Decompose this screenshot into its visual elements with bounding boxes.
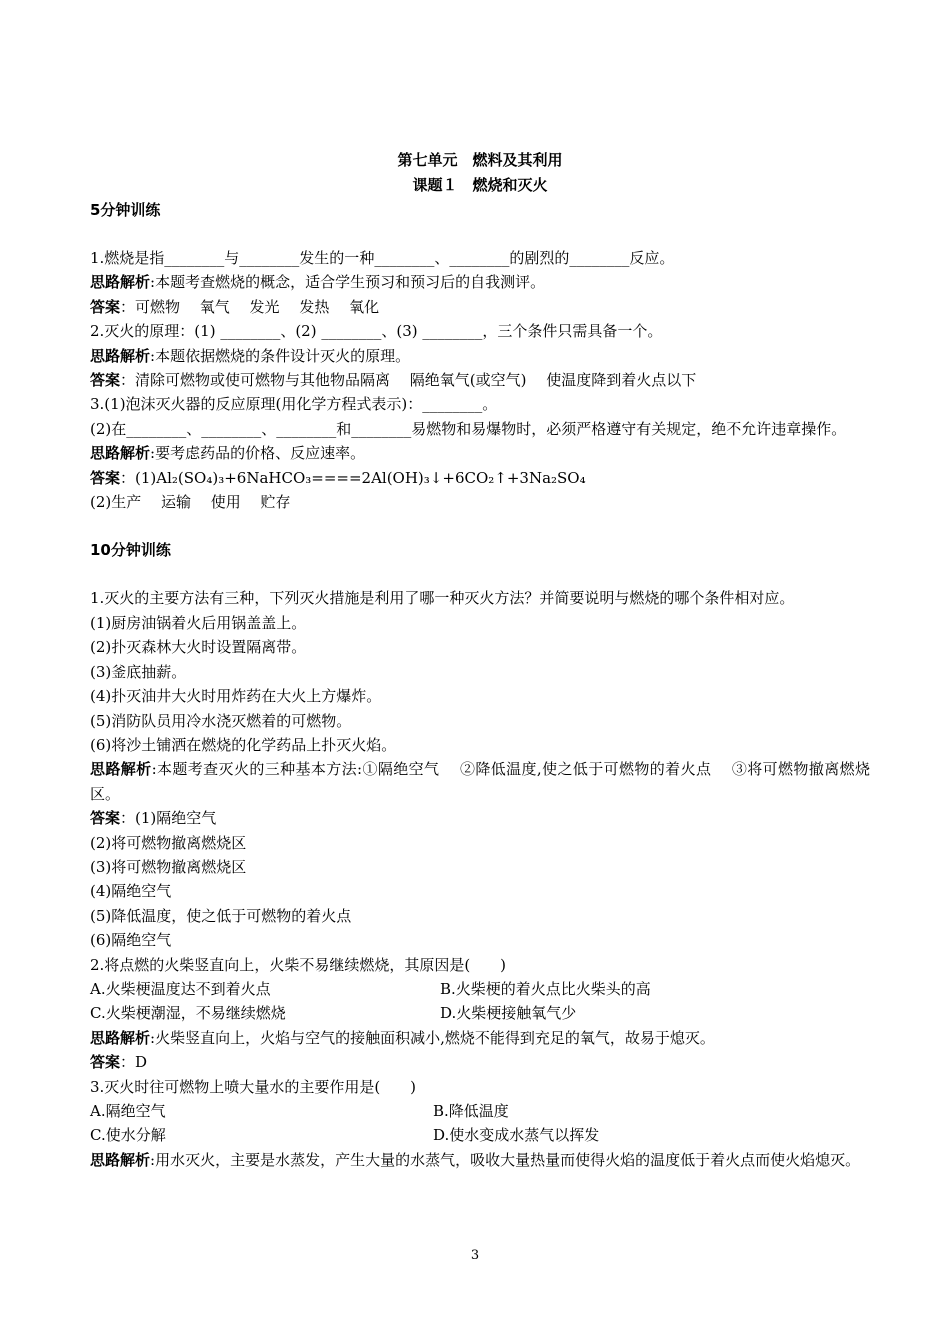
answer-line [90,806,870,830]
analysis-line [90,757,870,806]
list-item: (1)厨房油锅着火后用锅盖盖上。 [90,613,307,632]
analysis-line [90,1148,870,1172]
analysis-text: :本题考查灭火的三种基本方法:①隔绝空气 ②降低温度,使之低于可燃物的着火点 ③将可燃物撤离燃烧区。 [90,760,870,803]
answer-text: ：D [120,1053,148,1072]
options-row [90,1001,870,1025]
answer-line [90,368,870,392]
list-item: (5)消防队员用冷水浇灭燃着的可燃物。 [90,711,352,730]
option-c: C.使水分解 [90,1126,166,1145]
options-row [90,977,870,1001]
answer-label: 答案 [90,1053,121,1072]
question-stem: 1.灭火的主要方法有三种，下列灭火措施是利用了哪一种灭火方法？并简要说明与燃烧的哪个条件相对应。 [90,589,795,608]
answer-text: ：可燃物 氧气 发光 发热 氧化 [120,297,380,316]
document-body [90,198,870,1172]
answer-label: 答案 [90,297,121,316]
list-item: (4)扑灭油井大火时用炸药在大火上方爆炸。 [90,687,382,706]
analysis-line [90,1026,870,1050]
unit-title: 第七单元 燃料及其利用 [397,151,563,169]
answer-text: (2)将可燃物撤离燃烧区 [90,833,247,852]
answer-line [90,466,870,490]
analysis-text: :火柴竖直向上，火焰与空气的接触面积减小,燃烧不能得到充足的氧气，故易于熄灭。 [150,1028,715,1047]
option-d: D.火柴梗接触氧气少 [440,1004,577,1023]
analysis-text: :本题依据燃烧的条件设计灭火的原理。 [150,346,411,365]
option-b: B.火柴梗的着火点比火柴头的高 [440,979,651,998]
answer-text: ：(1)Al₂(SO₄)₃+6NaHCO₃====2Al(OH)₃↓+6CO₂↑+3Na₂SO₄ [120,468,586,487]
answer-text: (4)隔绝空气 [90,882,172,901]
options-row [90,1099,870,1123]
spacer [90,514,870,538]
question-stem: (2)在________、________、________和________易燃物和易爆物时，必须严格遵守有关规定，绝不允许违章操作。 [90,419,847,438]
analysis-label: 思路解析 [90,346,151,365]
answer-text: ：(1)隔绝空气 [120,809,217,828]
answer-text: (6)隔绝空气 [90,931,172,950]
answer-label: 答案 [90,371,121,390]
list-item: (3)釜底抽薪。 [90,662,187,681]
analysis-label: 思路解析 [90,1028,151,1047]
page-number: 3 [470,1248,480,1263]
section-heading-10min: 10分钟训练 [90,541,171,560]
spacer [90,562,870,586]
answer-line [90,295,870,319]
option-a: A.火柴梗温度达不到着火点 [90,979,271,998]
answer-text: (3)将可燃物撤离燃烧区 [90,857,247,876]
question-stem: 1.燃烧是指________与________发生的一种________、________的剧烈的________反应。 [90,249,675,267]
option-a: A.隔绝空气 [90,1102,166,1120]
analysis-line [90,270,870,294]
analysis-label: 思路解析 [90,273,151,292]
title-block [0,148,950,198]
lesson-title: 课题１ 燃烧和灭火 [412,176,548,194]
answer-text: (5)降低温度，使之低于可燃物的着火点 [90,906,352,925]
question-stem: 2.将点燃的火柴竖直向上，火柴不易继续燃烧，其原因是( ) [90,955,507,974]
analysis-label: 思路解析 [90,444,151,463]
question-stem: 2.灭火的原理：(1) ________、(2) ________、(3) ________，三个条件只需具备一个。 [90,322,663,341]
analysis-label: 思路解析 [90,1150,151,1169]
analysis-line [90,344,870,368]
answer-text: ：清除可燃物或使可燃物与其他物品隔离 隔绝氧气(或空气) 使温度降到着火点以下 [120,371,697,390]
answer-label: 答案 [90,468,121,487]
option-b: B.降低温度 [433,1102,509,1120]
question-stem: 3.灭火时往可燃物上喷大量水的主要作用是( ) [90,1077,417,1096]
answer-line [90,1050,870,1074]
spacer [90,222,870,246]
list-item: (6)将沙土铺洒在燃烧的化学药品上扑灭火焰。 [90,735,397,754]
analysis-text: :要考虑药品的价格、反应速率。 [150,444,366,463]
analysis-text: :用水灭火，主要是水蒸发，产生大量的水蒸气，吸收大量热量而使得火焰的温度低于着火点而使火焰熄灭。 [150,1150,861,1169]
analysis-label: 思路解析 [90,760,152,779]
question-stem: 3.(1)泡沫灭火器的反应原理(用化学方程式表示)：________。 [90,395,498,414]
answer-label: 答案 [90,809,121,828]
analysis-line [90,441,870,465]
option-c: C.火柴梗潮湿，不易继续燃烧 [90,1004,286,1023]
options-row [90,1123,870,1147]
section-heading-5min: 5分钟训练 [90,201,161,219]
answer-text: (2)生产 运输 使用 贮存 [90,493,291,512]
option-d: D.使水变成水蒸气以挥发 [433,1126,600,1145]
analysis-text: :本题考查燃烧的概念，适合学生预习和预习后的自我测评。 [150,273,546,292]
list-item: (2)扑灭森林大火时设置隔离带。 [90,638,307,657]
